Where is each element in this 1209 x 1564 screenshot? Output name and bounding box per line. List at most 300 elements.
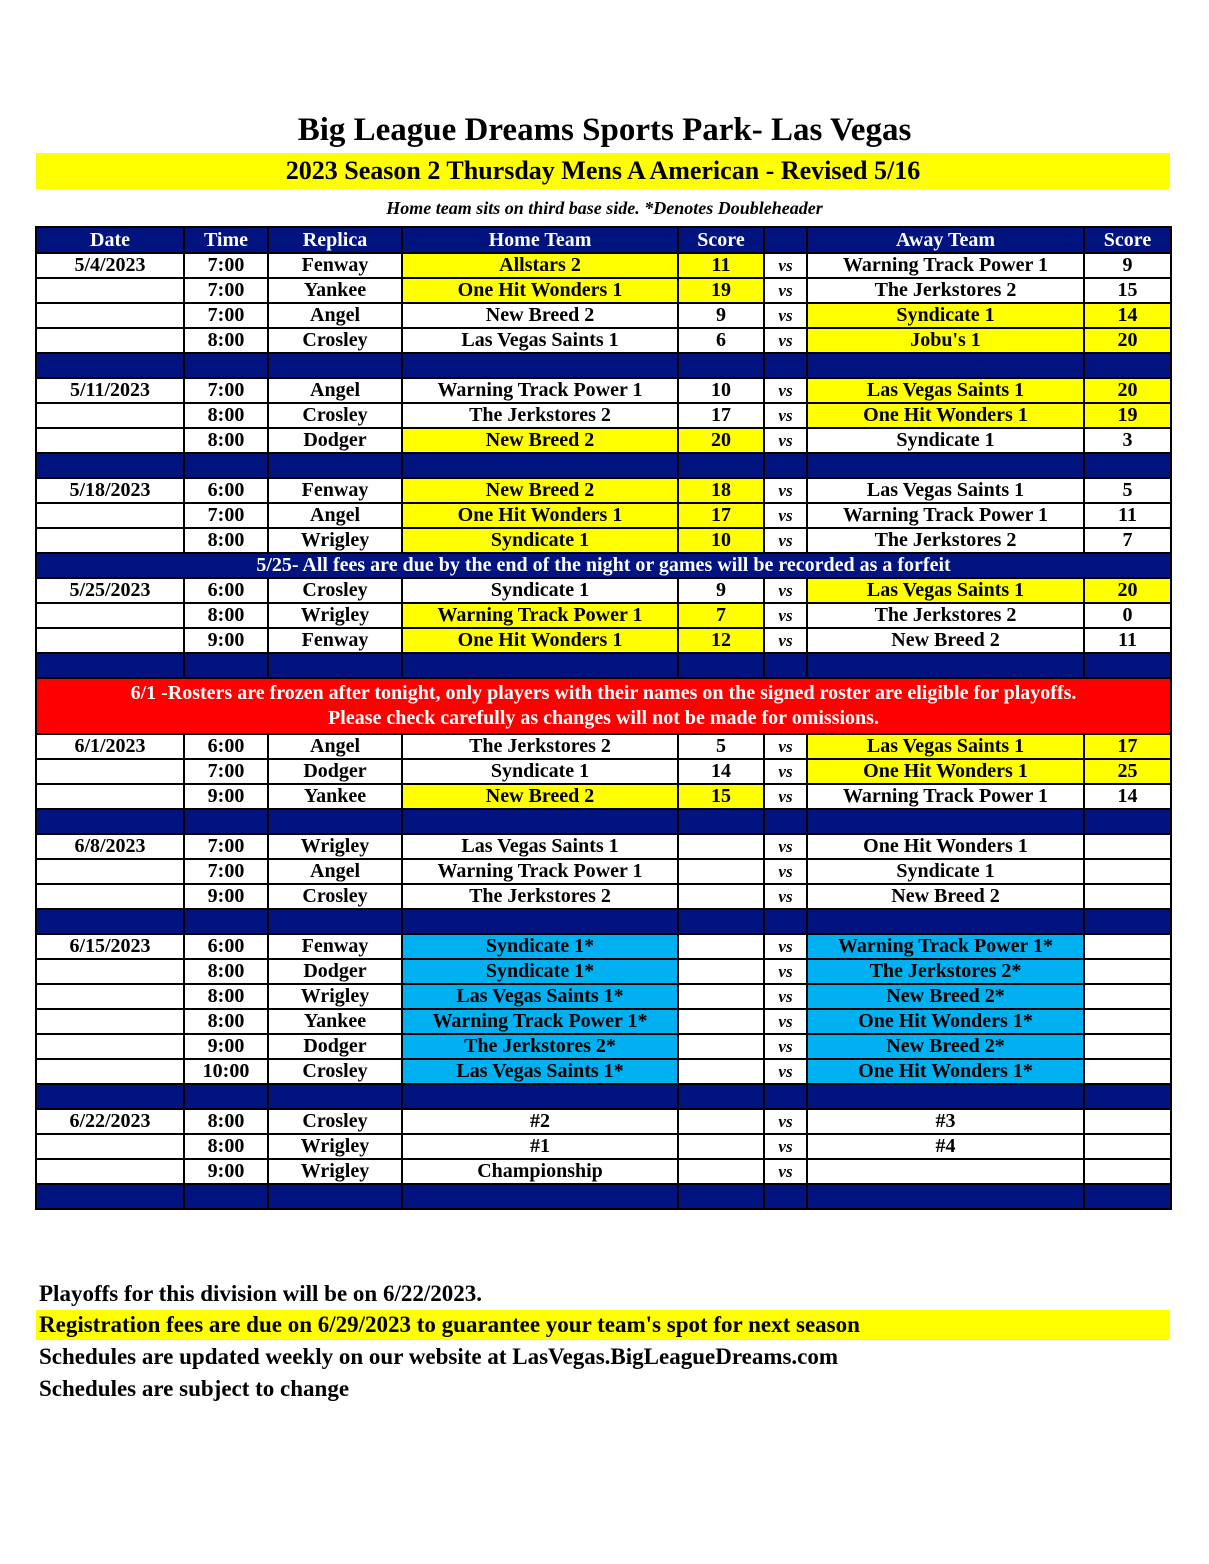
separator-cell — [402, 809, 678, 834]
away-score: 0 — [1084, 603, 1171, 628]
away-team: Las Vegas Saints 1 — [807, 734, 1084, 759]
home-team: Syndicate 1* — [402, 934, 678, 959]
home-team: Las Vegas Saints 1 — [402, 834, 678, 859]
away-team: Warning Track Power 1 — [807, 253, 1084, 278]
separator-cell — [1084, 1184, 1171, 1209]
away-team: Warning Track Power 1* — [807, 934, 1084, 959]
game-replica: Crosley — [268, 403, 402, 428]
separator-cell — [764, 453, 807, 478]
separator-cell — [764, 909, 807, 934]
home-team: The Jerkstores 2 — [402, 884, 678, 909]
game-time: 8:00 — [184, 328, 268, 353]
separator-cell — [764, 809, 807, 834]
separator-cell — [36, 453, 184, 478]
away-score — [1084, 859, 1171, 884]
away-team: New Breed 2 — [807, 884, 1084, 909]
game-time: 9:00 — [184, 884, 268, 909]
home-team: New Breed 2 — [402, 428, 678, 453]
game-date: 5/25/2023 — [36, 578, 184, 603]
away-score: 17 — [1084, 734, 1171, 759]
away-team: New Breed 2 — [807, 628, 1084, 653]
away-team: #4 — [807, 1134, 1084, 1159]
away-team: Jobu's 1 — [807, 328, 1084, 353]
away-team: Warning Track Power 1 — [807, 503, 1084, 528]
separator-cell — [807, 1084, 1084, 1109]
away-team: The Jerkstores 2 — [807, 278, 1084, 303]
game-replica: Yankee — [268, 1009, 402, 1034]
away-score — [1084, 1109, 1171, 1134]
home-score: 17 — [678, 503, 764, 528]
separator-cell — [268, 1084, 402, 1109]
home-score: 7 — [678, 603, 764, 628]
game-replica: Crosley — [268, 578, 402, 603]
separator-cell — [402, 453, 678, 478]
roster-notice — [36, 678, 1171, 734]
separator-cell — [807, 453, 1084, 478]
game-row — [36, 403, 1171, 428]
vs-label: vs — [764, 784, 807, 809]
game-date — [36, 859, 184, 884]
game-date — [36, 628, 184, 653]
game-row — [36, 578, 1171, 603]
home-team: New Breed 2 — [402, 478, 678, 503]
away-score: 14 — [1084, 303, 1171, 328]
away-score: 15 — [1084, 278, 1171, 303]
schedule-table — [35, 226, 1172, 1210]
game-date — [36, 1159, 184, 1184]
home-score: 5 — [678, 734, 764, 759]
separator-cell — [402, 353, 678, 378]
game-time: 8:00 — [184, 984, 268, 1009]
separator-cell — [678, 653, 764, 678]
vs-label: vs — [764, 403, 807, 428]
separator-cell — [268, 1184, 402, 1209]
home-score — [678, 1134, 764, 1159]
col-header-away-score: Score — [1084, 227, 1171, 253]
game-replica: Wrigley — [268, 1134, 402, 1159]
separator-cell — [678, 453, 764, 478]
separator-cell — [268, 809, 402, 834]
home-team: One Hit Wonders 1 — [402, 278, 678, 303]
away-score: 20 — [1084, 578, 1171, 603]
vs-label: vs — [764, 1034, 807, 1059]
away-score — [1084, 934, 1171, 959]
game-replica: Angel — [268, 503, 402, 528]
home-score — [678, 984, 764, 1009]
away-team: Syndicate 1 — [807, 859, 1084, 884]
away-team: One Hit Wonders 1 — [807, 834, 1084, 859]
home-team: The Jerkstores 2* — [402, 1034, 678, 1059]
vs-label: vs — [764, 303, 807, 328]
home-score: 9 — [678, 578, 764, 603]
roster-notice-line1: 6/1 -Rosters are frozen after tonight, only players with their names on the signed roster are eligible for playoffs. — [130, 682, 1077, 704]
schedule-subtitle: 2023 Season 2 Thursday Mens A American - Revised 5/16 — [36, 153, 1170, 189]
game-time: 8:00 — [184, 1134, 268, 1159]
game-replica: Dodger — [268, 759, 402, 784]
home-team: New Breed 2 — [402, 784, 678, 809]
game-date — [36, 959, 184, 984]
col-header-vs — [764, 227, 807, 253]
away-team: Warning Track Power 1 — [807, 784, 1084, 809]
game-time: 6:00 — [184, 734, 268, 759]
home-team: The Jerkstores 2 — [402, 403, 678, 428]
game-row — [36, 784, 1171, 809]
home-score — [678, 1159, 764, 1184]
game-replica: Angel — [268, 859, 402, 884]
vs-label: vs — [764, 1134, 807, 1159]
game-time: 8:00 — [184, 1109, 268, 1134]
separator-row — [36, 653, 1171, 678]
vs-label: vs — [764, 859, 807, 884]
away-score: 25 — [1084, 759, 1171, 784]
home-team: #2 — [402, 1109, 678, 1134]
away-score: 11 — [1084, 503, 1171, 528]
game-time: 7:00 — [184, 759, 268, 784]
game-time: 8:00 — [184, 1009, 268, 1034]
away-score: 7 — [1084, 528, 1171, 553]
away-team: New Breed 2* — [807, 1034, 1084, 1059]
vs-label: vs — [764, 734, 807, 759]
home-score — [678, 959, 764, 984]
game-time: 8:00 — [184, 528, 268, 553]
game-time: 8:00 — [184, 959, 268, 984]
game-row — [36, 603, 1171, 628]
away-team: Las Vegas Saints 1 — [807, 378, 1084, 403]
home-team: Syndicate 1* — [402, 959, 678, 984]
separator-cell — [1084, 909, 1171, 934]
separator-cell — [402, 1084, 678, 1109]
away-team: Syndicate 1 — [807, 303, 1084, 328]
page-title: Big League Dreams Sports Park- Las Vegas — [297, 112, 912, 148]
game-row — [36, 628, 1171, 653]
separator-cell — [764, 653, 807, 678]
vs-label: vs — [764, 278, 807, 303]
separator-cell — [36, 353, 184, 378]
away-score — [1084, 884, 1171, 909]
separator-cell — [184, 653, 268, 678]
separator-cell — [402, 1184, 678, 1209]
game-time: 9:00 — [184, 628, 268, 653]
home-score: 17 — [678, 403, 764, 428]
away-team: Syndicate 1 — [807, 428, 1084, 453]
vs-label: vs — [764, 328, 807, 353]
separator-cell — [268, 453, 402, 478]
game-row — [36, 528, 1171, 553]
home-team: Las Vegas Saints 1* — [402, 1059, 678, 1084]
registration-note: Registration fees are due on 6/29/2023 to guarantee your team's spot for next season — [36, 1310, 1170, 1340]
home-team: #1 — [402, 1134, 678, 1159]
home-score — [678, 1009, 764, 1034]
home-score: 12 — [678, 628, 764, 653]
game-row — [36, 1109, 1171, 1134]
separator-cell — [36, 909, 184, 934]
schedule-body — [36, 253, 1171, 1209]
vs-label: vs — [764, 628, 807, 653]
home-team: Las Vegas Saints 1* — [402, 984, 678, 1009]
col-header-home-score: Score — [678, 227, 764, 253]
away-team: Las Vegas Saints 1 — [807, 478, 1084, 503]
separator-cell — [184, 809, 268, 834]
separator-cell — [184, 353, 268, 378]
separator-row — [36, 1084, 1171, 1109]
game-date — [36, 403, 184, 428]
separator-cell — [678, 1184, 764, 1209]
game-replica: Crosley — [268, 1059, 402, 1084]
game-time: 7:00 — [184, 503, 268, 528]
away-score — [1084, 1034, 1171, 1059]
change-note: Schedules are subject to change — [39, 1376, 350, 1401]
away-team: The Jerkstores 2 — [807, 528, 1084, 553]
col-header-replica: Replica — [268, 227, 402, 253]
separator-cell — [36, 1184, 184, 1209]
game-row — [36, 1134, 1171, 1159]
home-score — [678, 1034, 764, 1059]
away-score — [1084, 1159, 1171, 1184]
game-replica: Wrigley — [268, 1159, 402, 1184]
game-date — [36, 303, 184, 328]
home-team: Warning Track Power 1 — [402, 859, 678, 884]
playoffs-note: Playoffs for this division will be on 6/22/2023. — [39, 1281, 483, 1306]
home-team: Championship — [402, 1159, 678, 1184]
col-header-time: Time — [184, 227, 268, 253]
separator-cell — [678, 809, 764, 834]
schedule-note: Home team sits on third base side. *Denotes Doubleheader — [386, 198, 823, 218]
home-team: Warning Track Power 1 — [402, 603, 678, 628]
game-replica: Fenway — [268, 934, 402, 959]
game-replica: Angel — [268, 303, 402, 328]
game-replica: Fenway — [268, 253, 402, 278]
game-replica: Wrigley — [268, 834, 402, 859]
game-replica: Crosley — [268, 328, 402, 353]
game-date: 5/18/2023 — [36, 478, 184, 503]
separator-cell — [402, 653, 678, 678]
away-team — [807, 1159, 1084, 1184]
game-date — [36, 1009, 184, 1034]
game-row — [36, 759, 1171, 784]
game-row — [36, 478, 1171, 503]
game-date — [36, 1059, 184, 1084]
game-replica: Angel — [268, 734, 402, 759]
home-score: 9 — [678, 303, 764, 328]
home-score — [678, 859, 764, 884]
game-time: 7:00 — [184, 253, 268, 278]
game-date — [36, 278, 184, 303]
vs-label: vs — [764, 959, 807, 984]
game-replica: Crosley — [268, 884, 402, 909]
vs-label: vs — [764, 578, 807, 603]
away-score: 11 — [1084, 628, 1171, 653]
separator-cell — [1084, 809, 1171, 834]
game-date: 6/22/2023 — [36, 1109, 184, 1134]
game-time: 6:00 — [184, 478, 268, 503]
game-date — [36, 784, 184, 809]
separator-cell — [184, 909, 268, 934]
separator-cell — [764, 353, 807, 378]
separator-cell — [807, 353, 1084, 378]
col-header-away-team: Away Team — [807, 227, 1084, 253]
game-time: 10:00 — [184, 1059, 268, 1084]
vs-label: vs — [764, 528, 807, 553]
vs-label: vs — [764, 934, 807, 959]
vs-label: vs — [764, 1159, 807, 1184]
home-score — [678, 884, 764, 909]
game-row — [36, 1159, 1171, 1184]
game-time: 8:00 — [184, 403, 268, 428]
fee-notice: 5/25- All fees are due by the end of the night or games will be recorded as a forfeit — [36, 553, 1171, 578]
separator-cell — [402, 909, 678, 934]
game-date — [36, 503, 184, 528]
game-row — [36, 303, 1171, 328]
game-row — [36, 834, 1171, 859]
away-score: 5 — [1084, 478, 1171, 503]
game-time: 9:00 — [184, 784, 268, 809]
game-time: 6:00 — [184, 578, 268, 603]
separator-cell — [764, 1084, 807, 1109]
home-score: 18 — [678, 478, 764, 503]
separator-cell — [678, 353, 764, 378]
separator-cell — [807, 809, 1084, 834]
separator-cell — [36, 809, 184, 834]
game-row — [36, 1009, 1171, 1034]
game-time: 7:00 — [184, 303, 268, 328]
game-replica: Yankee — [268, 784, 402, 809]
game-replica: Dodger — [268, 1034, 402, 1059]
game-replica: Angel — [268, 378, 402, 403]
separator-cell — [764, 1184, 807, 1209]
vs-label: vs — [764, 1059, 807, 1084]
vs-label: vs — [764, 1109, 807, 1134]
game-time: 8:00 — [184, 428, 268, 453]
away-team: New Breed 2* — [807, 984, 1084, 1009]
game-row — [36, 1034, 1171, 1059]
game-date — [36, 884, 184, 909]
game-replica: Crosley — [268, 1109, 402, 1134]
away-score — [1084, 984, 1171, 1009]
home-team: New Breed 2 — [402, 303, 678, 328]
away-team: One Hit Wonders 1* — [807, 1009, 1084, 1034]
separator-cell — [268, 909, 402, 934]
home-team: Syndicate 1 — [402, 528, 678, 553]
separator-cell — [268, 653, 402, 678]
game-date — [36, 603, 184, 628]
game-row — [36, 884, 1171, 909]
game-date — [36, 528, 184, 553]
away-score — [1084, 959, 1171, 984]
game-time: 8:00 — [184, 603, 268, 628]
away-score: 9 — [1084, 253, 1171, 278]
away-team: The Jerkstores 2* — [807, 959, 1084, 984]
vs-label: vs — [764, 984, 807, 1009]
home-team: One Hit Wonders 1 — [402, 503, 678, 528]
roster-notice-line2: Please check carefully as changes will not be made for omissions. — [328, 707, 879, 729]
home-team: Syndicate 1 — [402, 759, 678, 784]
away-score: 3 — [1084, 428, 1171, 453]
away-team: One Hit Wonders 1 — [807, 759, 1084, 784]
away-team: The Jerkstores 2 — [807, 603, 1084, 628]
home-score: 15 — [678, 784, 764, 809]
vs-label: vs — [764, 253, 807, 278]
game-time: 9:00 — [184, 1034, 268, 1059]
home-score: 14 — [678, 759, 764, 784]
away-team: One Hit Wonders 1* — [807, 1059, 1084, 1084]
game-date: 6/1/2023 — [36, 734, 184, 759]
vs-label: vs — [764, 378, 807, 403]
game-date: 5/4/2023 — [36, 253, 184, 278]
game-row — [36, 959, 1171, 984]
separator-cell — [36, 653, 184, 678]
game-row — [36, 503, 1171, 528]
game-date — [36, 328, 184, 353]
vs-label: vs — [764, 1009, 807, 1034]
game-time: 7:00 — [184, 859, 268, 884]
home-team: Syndicate 1 — [402, 578, 678, 603]
notice-row — [36, 553, 1171, 578]
home-score: 6 — [678, 328, 764, 353]
separator-cell — [807, 909, 1084, 934]
away-score — [1084, 1059, 1171, 1084]
game-time: 6:00 — [184, 934, 268, 959]
separator-cell — [678, 909, 764, 934]
home-team: Warning Track Power 1 — [402, 378, 678, 403]
home-team: Allstars 2 — [402, 253, 678, 278]
game-replica: Fenway — [268, 478, 402, 503]
game-row — [36, 428, 1171, 453]
separator-cell — [36, 1084, 184, 1109]
away-score: 20 — [1084, 328, 1171, 353]
away-team: #3 — [807, 1109, 1084, 1134]
away-score: 20 — [1084, 378, 1171, 403]
home-score: 19 — [678, 278, 764, 303]
vs-label: vs — [764, 759, 807, 784]
separator-cell — [807, 1184, 1084, 1209]
away-team: One Hit Wonders 1 — [807, 403, 1084, 428]
home-score — [678, 834, 764, 859]
roster-notice-row — [36, 678, 1171, 734]
separator-row — [36, 909, 1171, 934]
home-team: Warning Track Power 1* — [402, 1009, 678, 1034]
separator-cell — [1084, 353, 1171, 378]
col-header-date: Date — [36, 227, 184, 253]
game-date — [36, 984, 184, 1009]
table-header-row — [36, 227, 1171, 253]
game-time: 7:00 — [184, 278, 268, 303]
game-replica: Wrigley — [268, 603, 402, 628]
game-date: 6/8/2023 — [36, 834, 184, 859]
home-team: One Hit Wonders 1 — [402, 628, 678, 653]
home-score: 10 — [678, 378, 764, 403]
game-row — [36, 734, 1171, 759]
separator-row — [36, 353, 1171, 378]
separator-cell — [1084, 653, 1171, 678]
home-score — [678, 934, 764, 959]
vs-label: vs — [764, 428, 807, 453]
separator-cell — [1084, 1084, 1171, 1109]
game-date: 6/15/2023 — [36, 934, 184, 959]
game-row — [36, 328, 1171, 353]
game-replica: Dodger — [268, 428, 402, 453]
separator-cell — [1084, 453, 1171, 478]
separator-cell — [184, 1084, 268, 1109]
game-row — [36, 984, 1171, 1009]
separator-cell — [268, 353, 402, 378]
col-header-home-team: Home Team — [402, 227, 678, 253]
separator-cell — [807, 653, 1084, 678]
home-score — [678, 1059, 764, 1084]
home-score: 20 — [678, 428, 764, 453]
game-replica: Wrigley — [268, 984, 402, 1009]
game-row — [36, 378, 1171, 403]
away-team: Las Vegas Saints 1 — [807, 578, 1084, 603]
